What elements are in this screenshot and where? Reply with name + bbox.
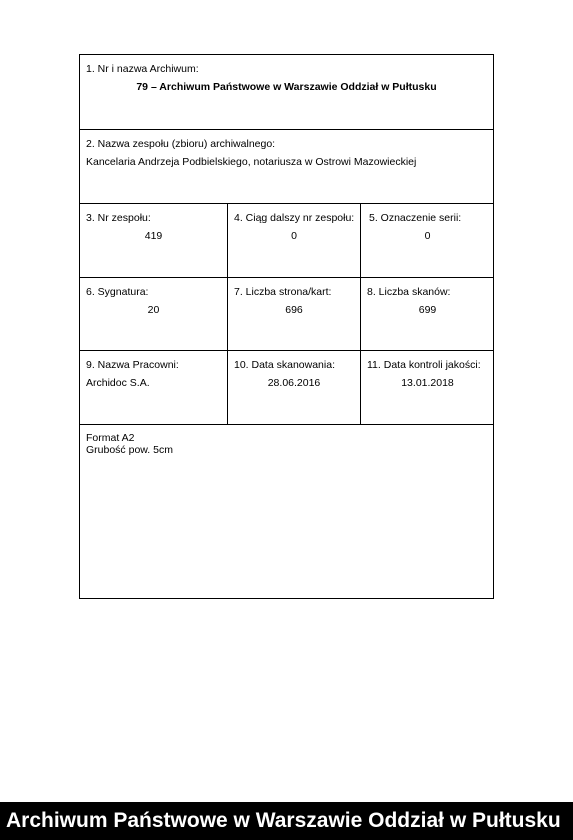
qc-date-value: 13.01.2018 xyxy=(401,377,454,389)
fonds-number-row xyxy=(80,204,493,278)
fonds-number-value: 419 xyxy=(144,230,163,242)
series-label: 5. Oznaczenie serii: xyxy=(369,212,462,224)
notes xyxy=(86,432,173,456)
series-value: 0 xyxy=(424,230,431,242)
signature-label: 6. Sygnatura: xyxy=(86,286,149,298)
fonds-row xyxy=(80,130,493,204)
notes-format: Format A2 xyxy=(86,432,135,444)
pages-label: 7. Liczba strona/kart: xyxy=(234,286,332,298)
notes-thickness: Grubość pow. 5cm xyxy=(86,444,173,456)
scans-value: 699 xyxy=(418,304,437,316)
scan-date-value: 28.06.2016 xyxy=(267,377,321,389)
scan-date-label: 10. Data skanowania: xyxy=(234,359,335,371)
qc-date-label: 11. Data kontroli jakości: xyxy=(367,359,481,371)
studio-label: 9. Nazwa Pracowni: xyxy=(86,359,179,371)
scans-label: 8. Liczba skanów: xyxy=(367,286,451,298)
metric-form xyxy=(79,54,494,599)
continuation-label: 4. Ciąg dalszy nr zespołu: xyxy=(234,212,355,224)
continuation-value: 0 xyxy=(291,230,297,242)
series-cell xyxy=(361,204,494,277)
signature-value: 20 xyxy=(147,304,160,316)
scans-cell xyxy=(361,278,494,350)
signature-cell xyxy=(80,278,228,350)
studio-row xyxy=(80,351,493,425)
archive-banner: Archiwum Państwowe w Warszawie Oddział w Pułtusku xyxy=(0,802,573,840)
notes-row xyxy=(80,425,493,599)
fonds-label: 2. Nazwa zespołu (zbioru) archiwalnego: xyxy=(86,138,276,150)
pages-cell xyxy=(228,278,361,350)
scan-date-cell xyxy=(228,351,361,424)
studio-value: Archidoc S.A. xyxy=(86,377,150,389)
fonds-number-label: 3. Nr zespołu: xyxy=(86,212,151,224)
archive-label: 1. Nr i nazwa Archiwum: xyxy=(86,63,199,75)
archive-row xyxy=(80,55,493,130)
continuation-cell xyxy=(228,204,361,277)
qc-date-cell xyxy=(361,351,494,424)
signature-row xyxy=(80,278,493,351)
studio-cell xyxy=(80,351,228,424)
archive-value: 79 – Archiwum Państwowe w Warszawie Oddział w Pułtusku xyxy=(136,81,437,93)
fonds-value: Kancelaria Andrzeja Podbielskiego, notariusza w Ostrowi Mazowieckiej xyxy=(86,156,417,168)
pages-value: 696 xyxy=(285,304,303,316)
fonds-number-cell xyxy=(80,204,228,277)
